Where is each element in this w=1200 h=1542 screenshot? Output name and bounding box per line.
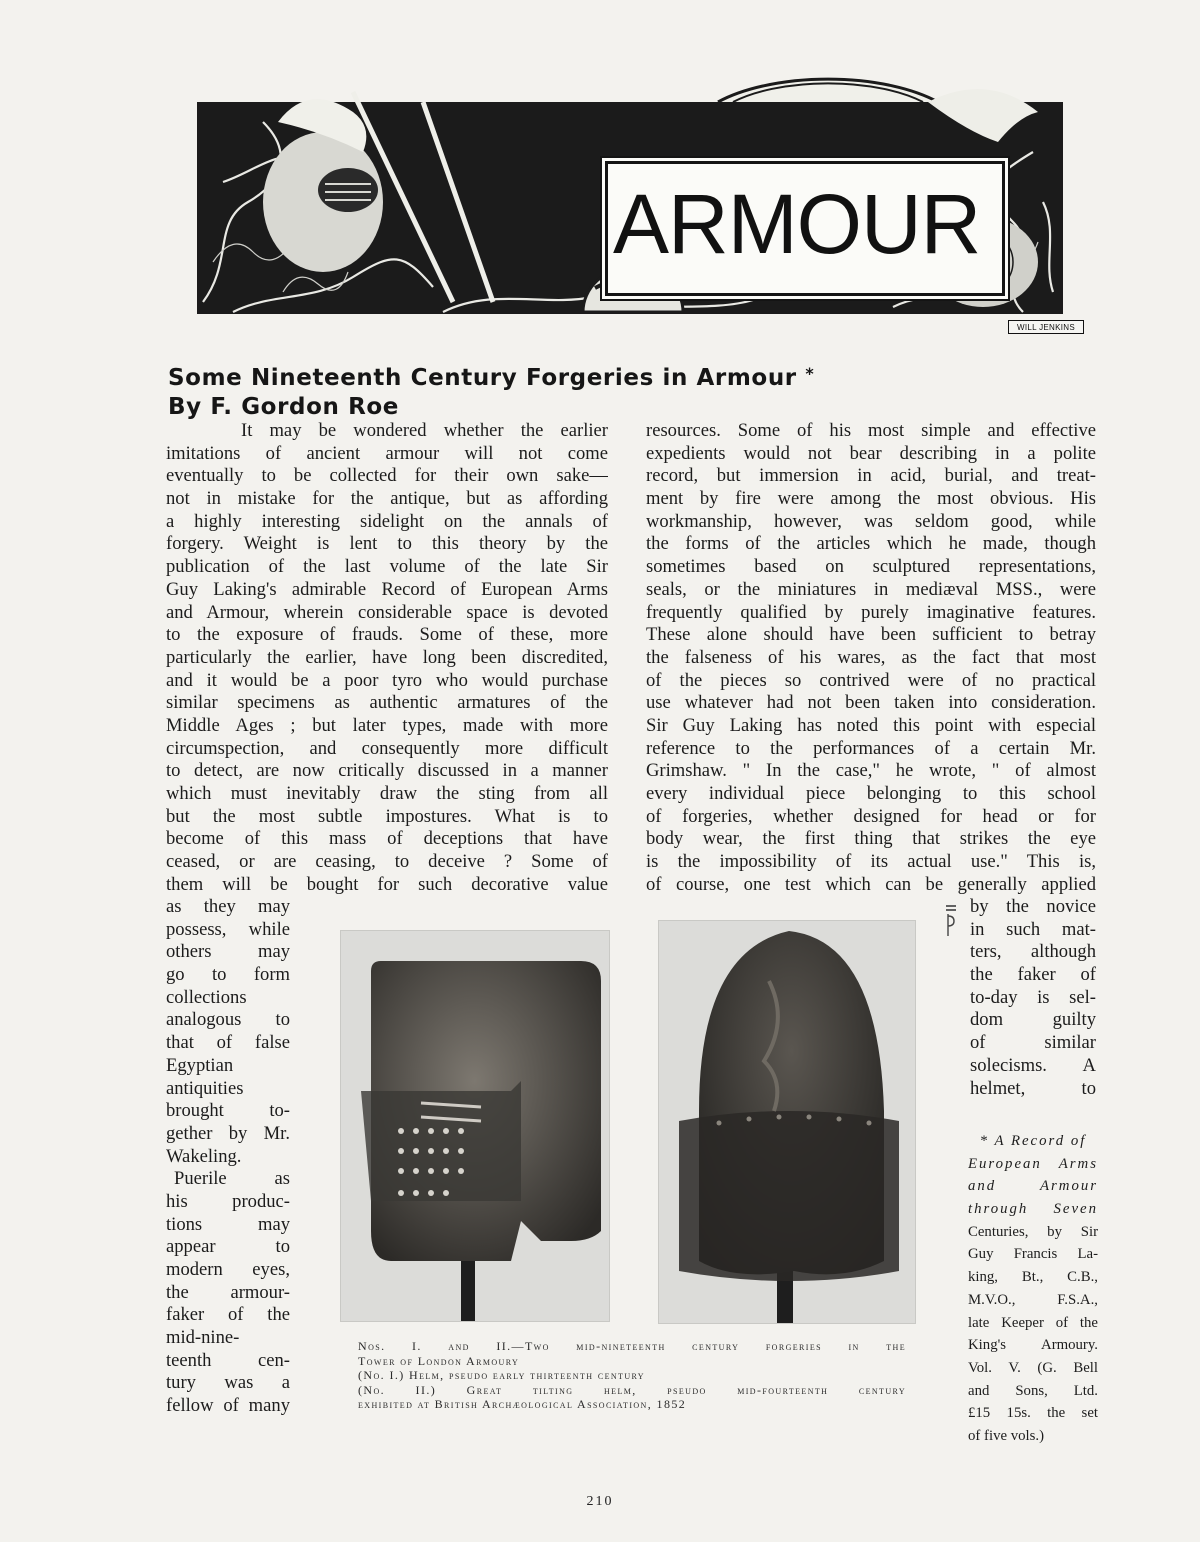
text-line: workmanship, however, was seldom good, while [646, 510, 1096, 532]
text-line: as they may [166, 896, 290, 917]
footnote-line: King's Armoury. [968, 1337, 1098, 1354]
text-line: in such mat- [970, 918, 1096, 940]
text-line: forgery. Weight is lent to this theory by the [166, 533, 608, 555]
text-line: ters, although [970, 941, 1096, 963]
text-line: mid-nine- [166, 1327, 240, 1349]
text-line: publication of the last volume of the late Sir [166, 556, 608, 578]
text-line: Sir Guy Laking has noted this point with especial [646, 714, 1096, 736]
text-line: the falseness of his wares, as the fact that most [646, 646, 1096, 668]
text-line: not in mistake for the antique, but as affording [166, 488, 608, 510]
text-line: tury was a [166, 1372, 290, 1394]
text-line: ceased, or are ceasing, to deceive ? Some of [166, 851, 608, 873]
text-line: which must inevitably draw the sting from all [166, 783, 608, 804]
text-line: and it would be a poor tyro who would purchase [166, 669, 608, 691]
text-line: Middle Ages ; but later types, made with more [166, 714, 608, 736]
column-2-narrow-text [970, 896, 1096, 1100]
footnote-line: Centuries, by Sir [968, 1223, 1098, 1240]
text-line: reference to the performances of a certain Mr. [646, 737, 1096, 759]
text-line: helmet, to [970, 1077, 1096, 1099]
text-line: his produc- [166, 1190, 290, 1212]
page-number: 210 [586, 1494, 614, 1509]
column-2-text [646, 420, 1096, 896]
text-line: similar specimens as authentic armatures of the [166, 692, 608, 714]
text-line: frequently qualified by purely imaginative features. [646, 601, 1096, 623]
text-line: them will be bought for such decorative value [166, 873, 608, 895]
text-line: These alone should have been sufficient to betray [646, 624, 1096, 646]
helm-no-2-image [659, 921, 916, 1324]
text-line: circumspection, and consequently more difficult [166, 737, 608, 759]
text-line: Egyptian [166, 1054, 234, 1076]
text-line: others may [166, 941, 290, 963]
text-line: imitations of ancient armour will not come [166, 442, 608, 464]
text-line: teenth cen- [166, 1349, 290, 1371]
footnote-line: king, Bt., C.B., [968, 1269, 1098, 1286]
column-1-narrow-text [166, 896, 290, 1418]
text-line: fellow of many [166, 1395, 290, 1417]
text-line: and Armour, wherein considerable space is devoted [166, 601, 608, 623]
text-line: Puerile as [174, 1168, 290, 1190]
caption-line: exhibited at British Archæological Association, 1852 [358, 1397, 687, 1412]
text-line: Wakeling. [166, 1145, 242, 1167]
figure-caption [358, 1339, 906, 1427]
byline: By F. Gordon Roe [168, 394, 399, 420]
column-1-text [166, 420, 608, 896]
armour-banner [193, 62, 1075, 332]
footnote-line: and Armour [968, 1178, 1098, 1195]
text-line: faker of the [166, 1304, 290, 1326]
text-line: of forgeries, whether designed for head or for [646, 805, 1096, 827]
text-line: a highly interesting sidelight on the annals of [166, 510, 608, 532]
text-line: record, but immersion in acid, burial, and treat- [646, 465, 1096, 487]
text-line: Guy Laking's admirable Record of European Arms [166, 578, 608, 600]
text-line: seals, or the miniatures in mediæval MSS., were [646, 578, 1096, 600]
footnote-marker: * [805, 364, 815, 383]
text-line: of the pieces so contrived were of no practical [646, 669, 1096, 691]
footnote-line: £15 15s. the set [968, 1405, 1098, 1422]
footnote-line: * A Record of [979, 1133, 1087, 1149]
text-line: by the novice [970, 896, 1096, 917]
text-line: to-day is sel- [970, 986, 1096, 1008]
text-line: to the exposure of frauds. Some of these, more [166, 624, 608, 646]
photo-helm-no-2 [658, 920, 916, 1324]
caption-line: (No. I.) Helm, pseudo early thirteenth century [358, 1368, 645, 1383]
text-line: expedients would not bear describing in a polite [646, 442, 1096, 464]
text-line: collections [166, 986, 247, 1008]
artist-signature: WILL JENKINS [1008, 320, 1084, 334]
text-line: Grimshaw. " In the case," he wrote, " of almost [646, 760, 1096, 782]
article-title [168, 357, 928, 391]
text-line: brought to- [166, 1100, 290, 1122]
text-line: but the most subtle impostures. What is to [166, 805, 608, 827]
text-line: that of false [166, 1032, 290, 1054]
text-line: sometimes based on sculptured representations, [646, 556, 1096, 578]
text-line: It may be wondered whether the earlier [241, 420, 608, 441]
text-line: is the impossibility of its actual use." This is, [646, 851, 1096, 873]
footnote-line: and Sons, Ltd. [968, 1382, 1098, 1399]
text-line: use whatever had not been taken into consideration. [646, 692, 1096, 714]
banner-title: ARMOUR [613, 177, 981, 271]
text-line: gether by Mr. [166, 1122, 290, 1144]
footnote-line: Guy Francis La- [968, 1246, 1098, 1263]
text-line: to detect, are now critically discussed in a manner [166, 760, 608, 782]
caption-line: Tower of London Armoury [358, 1353, 520, 1368]
printers-ornament [944, 902, 958, 938]
pilcrow-icon [944, 902, 958, 938]
text-line: analogous to [166, 1009, 290, 1031]
text-line: the faker of [970, 964, 1096, 986]
text-line: particularly the earlier, have long been discredited, [166, 646, 608, 668]
text-line: go to form [166, 964, 290, 986]
text-line: modern eyes, [166, 1259, 290, 1280]
text-line: solecisms. A [970, 1054, 1096, 1076]
footnote [968, 1130, 1098, 1448]
text-line: tions may [166, 1213, 290, 1235]
text-line: of course, one test which can be generally applied [646, 873, 1096, 895]
footnote-line: through Seven [968, 1201, 1098, 1218]
text-line: resources. Some of his most simple and effective [646, 420, 1096, 441]
text-line: every individual piece belonging to this school [646, 783, 1096, 804]
footnote-line: of five vols.) [968, 1427, 1045, 1444]
footnote-line: M.V.O., F.S.A., [968, 1291, 1098, 1308]
text-line: appear to [166, 1236, 290, 1258]
text-line: ment by fire were among the most obvious. His [646, 488, 1096, 510]
footnote-line: European Arms [968, 1155, 1098, 1172]
text-line: dom guilty [970, 1009, 1096, 1031]
article-title-text: Some Nineteenth Century Forgeries in Armour [168, 365, 797, 391]
text-line: possess, while [166, 918, 290, 940]
caption-line: Nos. I. and II.—Two mid-nineteenth century forgeries in the [358, 1339, 906, 1353]
text-line: of similar [970, 1032, 1096, 1054]
text-line: antiquities [166, 1077, 244, 1099]
helm-no-1-image [341, 931, 610, 1322]
footnote-line: Vol. V. (G. Bell [968, 1359, 1098, 1376]
caption-line: (No. II.) Great tilting helm, pseudo mid-fourteenth century [358, 1382, 906, 1397]
text-line: the armour- [166, 1281, 290, 1303]
text-line: the forms of the articles which he made, though [646, 533, 1096, 555]
photo-helm-no-1 [340, 930, 610, 1322]
text-line: eventually to be collected for their own sake— [166, 465, 608, 487]
footnote-line: late Keeper of the [968, 1314, 1098, 1331]
text-line: become of this mass of deceptions that have [166, 828, 608, 850]
text-line: body wear, the first thing that strikes the eye [646, 828, 1096, 850]
